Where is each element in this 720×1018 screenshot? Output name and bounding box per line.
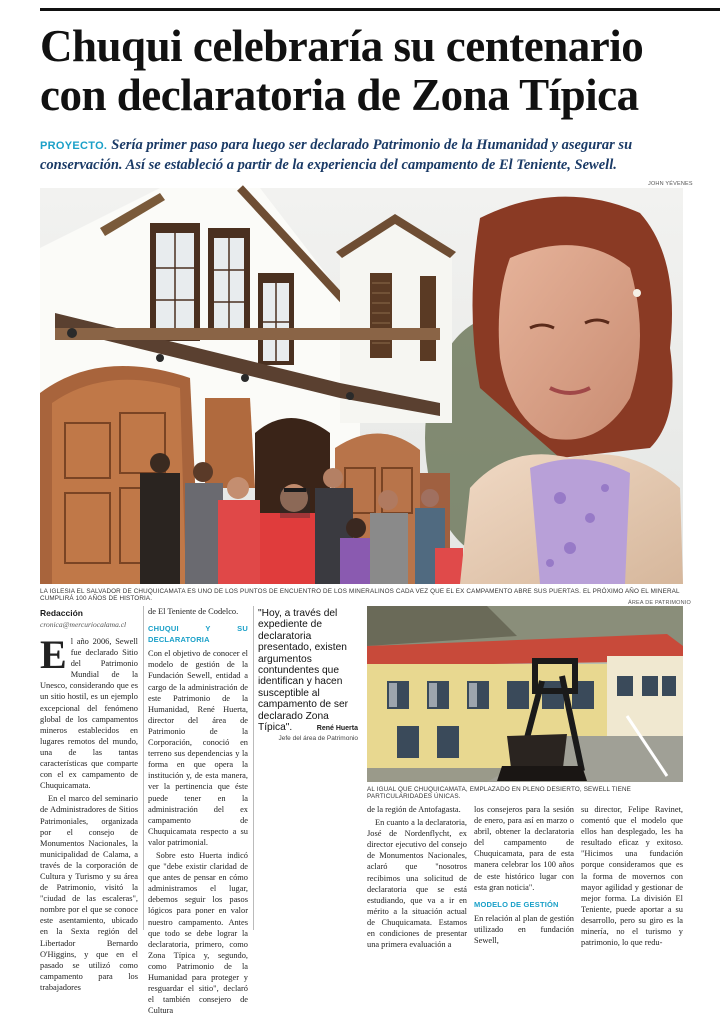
second-photo-caption: AL IGUAL QUE CHUQUICAMATA, EMPLAZADO EN PLENO DESIERTO, SEWELL TIENE PARTICULARIDADES ÚNICAS.	[367, 786, 631, 800]
col2-paragraph-2: Con el objetivo de conocer el modelo de gestión de la Fundación Sewell, entidad a cargo de la administración de este Patrimonio de la Humanidad, René Huerta, director del área de Patrimonio de la Corporación, conoció en terreno sus dependencias y la forma en que opera la institución y, de esta manera, ver la pertinencia que éste puede tener en la administración del ex campamento de Chuquicamata respecto a su valor patrimonial.	[148, 649, 248, 847]
main-photo	[40, 188, 683, 584]
pull-quote-author: René Huerta	[316, 725, 358, 732]
subtitle-modelo-gestion: MODELO DE GESTIÓN	[474, 899, 559, 909]
pull-quote: "Hoy, a través del expediente de declaratoria presentado, existen argumentos contundentes que identifican y hacen susceptible al campamento de ser declarado Zona Típica".	[258, 608, 349, 734]
subhead-text: Sería primer paso para luego ser declarado Patrimonio de la Humanidad y asegurar su conservación. Así se estableció a partir de la experiencia del campamento de El Teniente, Sewell.	[40, 137, 633, 173]
column-divider	[253, 606, 254, 930]
pull-quote-role: Jefe del área de Patrimonio	[278, 735, 358, 742]
top-rule	[40, 8, 720, 11]
article-column-4	[474, 804, 574, 948]
col4-paragraph-1: los consejeros para la sesión de enero, para así en marzo o abril, obtener la declaratoria del campamento de Chuquicamata, para de esta manera celebrar los 100 años de este histórico lugar con esta gran noticia".	[474, 805, 574, 892]
byline-email[interactable]: cronica@mercuriocalama.cl	[40, 620, 127, 629]
byline-name: Redacción	[40, 608, 83, 618]
subhead	[40, 136, 690, 175]
col3-paragraph-2: En cuanto a la declaratoria, José de Nordenflycht, ex director ejecutivo del consejo de Monumentos Nacionales, aclaró que "nosotros recibimos una solicitud de declaratoria que se está estudiando, que va a ir en mérito a la situación actual de Chuquicamata. Estamos en condiciones de presentar una primera evaluación a	[367, 818, 467, 950]
headline: Chuqui celebraría su centenario con declaratoria de Zona Típica	[40, 21, 644, 120]
second-photo	[367, 606, 683, 782]
sewell-photo-illustration	[367, 606, 683, 782]
col2-paragraph-3: Sobre esto Huerta indicó que "debe existir claridad de que antes de pensar en cómo administramos el lugar, debemos seguir los pasos lógicos para poner en valor nuestro campamento. Antes que todo se debe lograr la declaratoria, primero, como Zona Típica y, segundo, como Patrimonio de la Humanidad para proteger y resguardar el sitio", declaró el también consejero de Cultura	[148, 850, 248, 1016]
article-column-3	[367, 804, 467, 952]
subtitle-chuqui-declaratoria: CHUQUI Y SU DECLARATORIA	[148, 624, 248, 645]
second-photo-credit: ÁREA DE PATRIMONIO	[628, 600, 691, 606]
dropcap: E	[40, 632, 67, 677]
kicker: PROYECTO.	[40, 140, 108, 152]
article-column-1	[40, 632, 138, 995]
article-column-5	[581, 804, 683, 950]
main-photo-credit: JOHN YÉVENES	[648, 181, 693, 187]
col1-paragraph-2: En el marco del seminario de Administradores de Sitios Patrimoniales, organizada por el consejo de Monumentos Nacionales, la municipalidad de Calama, a través de la corporación de Cultura y Turismo y su área de Patrimonio, visitó la "ciudad de las escaleras", nombre por el que se conoce este asentamiento, ubicado en la Sexta región del Libertador Bernardo O'Higgins, y que en el pasado se utilizó como campamento para los trabajadores	[40, 794, 138, 992]
col2-paragraph-1: de El Teniente de Codelco.	[148, 607, 239, 616]
col3-paragraph-1: de la región de Antofagasta.	[367, 805, 461, 814]
church-photo-illustration	[40, 188, 683, 584]
article-column-2	[148, 606, 248, 1018]
col5-paragraph-1: su director, Felipe Ravinet, comentó que el modelo que ellos han desplegado, les ha resultado eficaz y exitoso. "Hicimos una fundación porque consideramos que es la forma de movernos con mayor agilidad y gestionar de mejor forma. La división El Teniente, puede aportar a su desarrollo, pero su giro es la minería, no el turismo y patrimonio, lo que redu-	[581, 805, 683, 948]
col4-paragraph-2: En relación al plan de gestión utilizado en fundación Sewell,	[474, 913, 574, 946]
column-divider	[143, 606, 144, 930]
col1-paragraph-1: l año 2006, Sewell fue declarado Sitio del Patrimonio Mundial de la Unesco, considerando que es un sitio hostil, es un ejemplo excepcional del fenómeno global de los campamentos mineros establecidos en lugares remotos del mundo, una de las tantas características que comparte con el ex campamento de Chuquicamata.	[40, 637, 138, 791]
main-photo-caption: LA IGLESIA EL SALVADOR DE CHUQUICAMATA ES UNO DE LOS PUNTOS DE ENCUENTRO DE LOS MINERALINOS CADA VEZ QUE EL EX CAMPAMENTO ABRE SUS PUERTAS. EL PRÓXIMO AÑO EL MINERAL CUMPLIRÁ 100 AÑOS DE HISTORIA.	[40, 588, 680, 602]
